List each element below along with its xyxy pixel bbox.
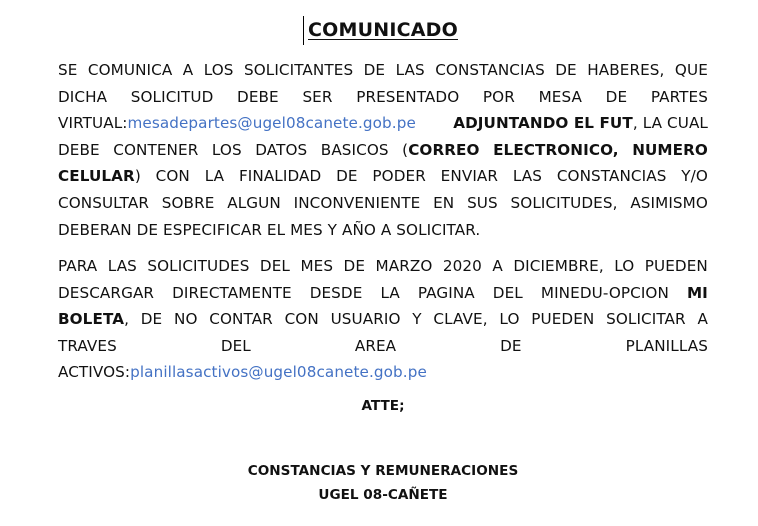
word: SOLICITAR — [606, 310, 686, 329]
word: CONTAR — [209, 310, 273, 329]
word: DICHA — [58, 87, 108, 106]
word: LO — [614, 257, 635, 275]
word: CON — [284, 310, 319, 329]
open-paren: ( — [402, 140, 409, 159]
closing-atte: ATTE; — [361, 398, 405, 414]
planillasactivos-email-link[interactable]: planillasactivos@ugel08canete.gob.pe — [130, 363, 427, 382]
paren-correo-group — [402, 137, 479, 164]
paragraph-1-line-2 — [58, 84, 708, 111]
word: MINEDU-OPCION — [540, 283, 669, 302]
virtual-email-group — [58, 110, 416, 137]
paragraph-1-line-1 — [58, 57, 708, 84]
word: CONSTANCIAS — [435, 61, 545, 79]
paragraph-1-line-5 — [58, 163, 708, 190]
word: SOLICITUDES — [147, 257, 250, 275]
word: DICIEMBRE, — [513, 257, 604, 275]
paragraph-2 — [58, 253, 708, 386]
specify-month-text: DEBERAN DE ESPECIFICAR EL MES Y AÑO A SOLICITAR. — [58, 220, 481, 239]
word: SOLICITUD — [130, 87, 214, 106]
word: MESA — [538, 87, 582, 106]
word: DE — [605, 87, 628, 106]
activos-email-group — [58, 359, 427, 386]
word: MARZO — [375, 257, 433, 275]
word: TRAVES — [58, 336, 117, 355]
word: DEBE — [58, 140, 100, 159]
word: DE — [336, 167, 358, 186]
word: LAS — [395, 61, 425, 79]
word: PUEDEN — [644, 257, 708, 275]
word: DEL — [492, 283, 523, 302]
paragraph-2-line-4 — [58, 333, 708, 360]
word: PODER — [372, 167, 426, 186]
word: HABERES, — [587, 61, 665, 79]
word: A — [182, 61, 194, 79]
word: LAS — [107, 257, 137, 275]
word: SOLICITANTES — [244, 61, 354, 79]
word: LOS — [211, 140, 242, 159]
word: DEL — [220, 336, 251, 355]
word: PARTES — [650, 87, 708, 106]
boleta-emphasis: BOLETA — [58, 310, 125, 329]
word: INCONVENIENTE — [293, 193, 421, 212]
paragraph-2-line-5 — [58, 359, 708, 386]
activos-label: ACTIVOS: — [58, 363, 131, 382]
word: ENVIAR — [440, 167, 499, 186]
word: AREA — [354, 336, 397, 355]
word: PUEDEN — [531, 310, 595, 329]
celular-group — [58, 163, 141, 190]
word: PRESENTADO — [356, 87, 460, 106]
la-cual-text: , LA CUAL — [632, 114, 708, 133]
word: ALGUN — [227, 193, 281, 212]
word: LA — [380, 283, 400, 302]
word: CONTENER — [113, 140, 199, 159]
bold-word: CORREO — [408, 140, 480, 159]
word: LA — [204, 167, 225, 186]
word: PLANILLAS — [625, 336, 708, 355]
word: DE — [555, 61, 577, 79]
word: LOS — [203, 61, 234, 79]
word: A — [492, 257, 503, 275]
word: EN — [433, 193, 455, 212]
close-paren: ) — [134, 167, 141, 186]
paragraph-2-line-1 — [58, 253, 708, 280]
word: CONSTANCIAS — [556, 167, 667, 186]
mesadepartes-email-link[interactable]: mesadepartes@ugel08canete.gob.pe — [127, 114, 416, 133]
word: DE — [500, 336, 522, 355]
word: MES — [300, 257, 334, 275]
word: NO — [174, 310, 198, 329]
fut-group — [453, 110, 708, 137]
word: DESCARGAR — [58, 283, 155, 302]
word: LAS — [512, 167, 542, 186]
word: DEL — [259, 257, 290, 275]
boleta-group — [58, 306, 129, 333]
virtual-label: VIRTUAL: — [58, 114, 128, 133]
word: BASICOS — [320, 140, 389, 159]
word: DEBE — [237, 87, 279, 106]
word: A — [697, 310, 708, 329]
word: DE — [363, 61, 386, 79]
paragraph-2-line-2 — [58, 280, 708, 307]
word: DIRECTAMENTE — [172, 283, 292, 302]
bold-word: NUMERO — [632, 140, 708, 159]
paragraph-1-line-4 — [58, 137, 708, 164]
word: DE — [140, 310, 163, 329]
word: 2020 — [442, 257, 482, 275]
word: SUS — [467, 193, 498, 212]
word: POR — [482, 87, 515, 106]
word: Y — [412, 310, 422, 329]
word: DESDE — [309, 283, 363, 302]
word: CONSULTAR — [58, 193, 149, 212]
paragraph-2-line-3 — [58, 306, 708, 333]
paragraph-1 — [58, 57, 708, 243]
bold-word: ELECTRONICO, — [493, 140, 619, 159]
signature-office: UGEL 08-CAÑETE — [318, 487, 448, 503]
celular-emphasis: CELULAR — [58, 167, 135, 186]
word: SER — [302, 87, 333, 106]
word: SOLICITUDES, — [510, 193, 618, 212]
adjuntando-fut-emphasis: ADJUNTANDO EL FUT — [453, 114, 633, 133]
word: DE — [343, 257, 366, 275]
word: ASIMISMO — [630, 193, 708, 212]
word: Y/O — [681, 167, 708, 186]
word: USUARIO — [330, 310, 401, 329]
signature-department: CONSTANCIAS Y REMUNERACIONES — [247, 463, 519, 479]
word: SE — [58, 61, 78, 79]
word: CON — [155, 167, 190, 186]
word: PARA — [58, 257, 98, 275]
word: QUE — [674, 61, 708, 79]
paragraph-1-line-3 — [58, 110, 708, 137]
word: DATOS — [255, 140, 308, 159]
word: SOBRE — [161, 193, 215, 212]
word: PAGINA — [417, 283, 475, 302]
word: CLAVE, — [433, 310, 488, 329]
word: COMUNICA — [87, 61, 173, 79]
mi-emphasis: MI — [686, 283, 708, 302]
paragraph-1-line-6 — [58, 190, 708, 217]
page-title: COMUNICADO — [308, 19, 458, 41]
word: LO — [499, 310, 520, 329]
paragraph-1-line-7 — [58, 217, 708, 244]
comma: , — [124, 310, 130, 329]
word: FINALIDAD — [238, 167, 322, 186]
